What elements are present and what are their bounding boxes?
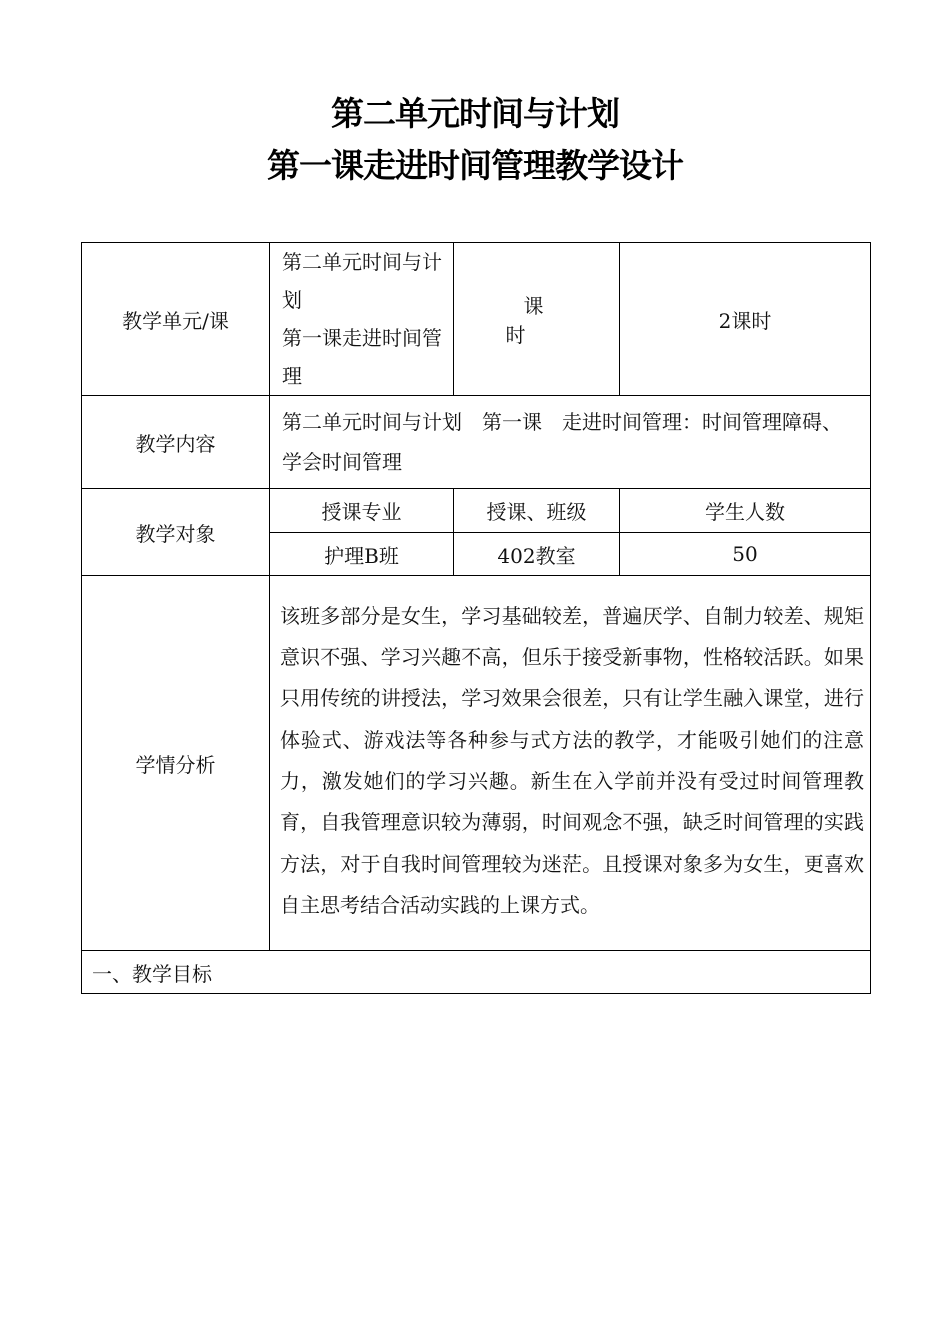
major-header: 授课专业 xyxy=(270,489,454,533)
analysis-text: 该班多部分是女生，学习基础较差，普遍厌学、自制力较差、规矩意识不强、学习兴趣不高，但乐于接受新事物，性格较活跃。如果只用传统的讲授法，学习效果会很差，只有让学生融入课堂，进行体验式、游戏法等各种参与式方法的教学，才能吸引她们的注意力，激发她们的学习兴趣。新生在入学前并没有受过时间管理教育，自我管理意识较为薄弱，时间观念不强，缺乏时间管理的实践方法，对于自我时间管理较为迷茫。且授课对象多为女生，更喜欢自主思考结合活动实践的上课方式。 xyxy=(270,576,871,951)
class-value: 402教室 xyxy=(454,533,620,576)
content-row xyxy=(82,396,871,489)
unit-label: 教学单元/课 xyxy=(82,243,270,396)
lesson-plan-table xyxy=(81,242,871,994)
document-title: 第二单元时间与计划 xyxy=(331,94,619,133)
target-label: 教学对象 xyxy=(82,489,270,576)
major-value: 护理B班 xyxy=(270,533,454,576)
analysis-label: 学情分析 xyxy=(82,576,270,951)
hours-value: 2课时 xyxy=(620,243,871,396)
document-subtitle: 第一课走进时间管理教学设计 xyxy=(267,146,683,185)
class-header: 授课、班级 xyxy=(454,489,620,533)
target-header-row xyxy=(82,489,871,533)
goals-heading: 一、教学目标 xyxy=(82,951,871,994)
analysis-row xyxy=(82,576,871,951)
goals-row xyxy=(82,951,871,994)
student-count-header: 学生人数 xyxy=(620,489,871,533)
unit-row xyxy=(82,243,871,396)
content-label: 教学内容 xyxy=(82,396,270,489)
unit-value xyxy=(270,243,454,396)
unit-value-line2: 第一课走进时间管理 xyxy=(282,326,442,388)
student-count-value: 50 xyxy=(620,533,871,576)
hours-label-text: 课 时 xyxy=(505,294,586,347)
hours-label xyxy=(454,243,620,396)
content-value: 第二单元时间与计划 第一课 走进时间管理：时间管理障碍、 学会时间管理 xyxy=(270,396,871,489)
unit-value-line1: 第二单元时间与计划 xyxy=(282,250,442,312)
